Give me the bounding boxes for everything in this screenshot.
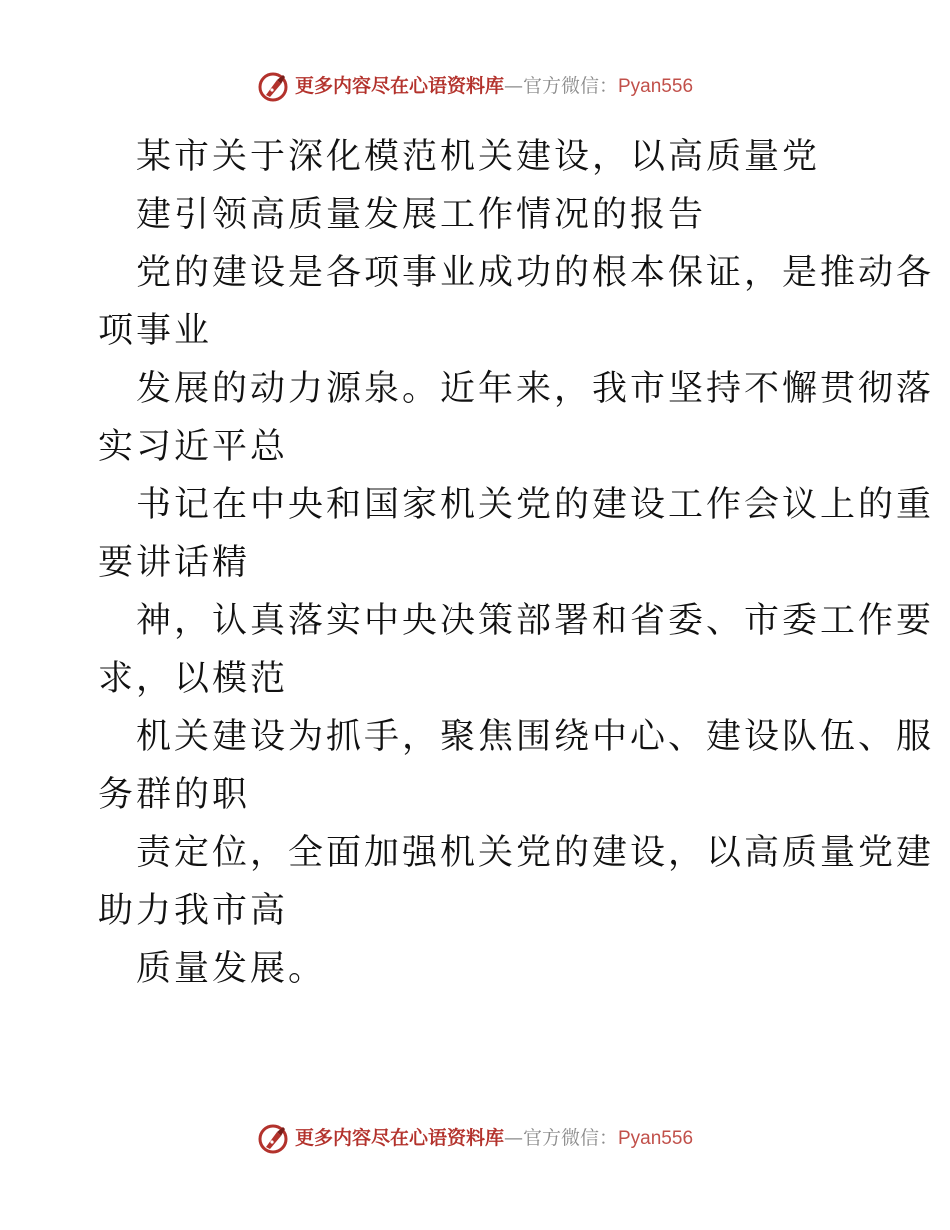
watermark-separator: — — [503, 1127, 523, 1149]
title-line: 建引领高质量发展工作情况的报告 — [136, 195, 707, 235]
watermark-wechat-id: Pyan556 — [618, 1128, 694, 1149]
watermark-separator: — — [503, 75, 523, 97]
pen-nib-seal-icon — [257, 1123, 289, 1155]
paragraph-line: 神，认真落实中央决策部署和省委、市委工作要 — [136, 601, 935, 641]
paragraph-line: 实习近平总 — [98, 427, 289, 467]
watermark-main-text: 更多内容尽在心语资料库 — [294, 75, 504, 97]
title-line: 某市关于深化模范机关建设，以高质量党 — [136, 137, 821, 177]
paragraph-line: 机关建设为抓手，聚焦围绕中心、建设队伍、服 — [136, 717, 935, 757]
pen-nib-seal-icon — [257, 71, 289, 103]
watermark-wechat-label: 官方微信： — [522, 1127, 618, 1149]
paragraph-line: 助力我市高 — [98, 891, 289, 931]
footer-watermark — [0, 1122, 950, 1155]
paragraph-line: 要讲话精 — [98, 543, 251, 583]
paragraph-line: 项事业 — [98, 311, 213, 351]
watermark-wechat-id: Pyan556 — [618, 76, 694, 97]
paragraph-line: 书记在中央和国家机关党的建设工作会议上的重 — [136, 485, 935, 525]
paragraph-line: 发展的动力源泉。近年来，我市坚持不懈贯彻落 — [136, 369, 935, 409]
header-watermark — [0, 70, 950, 103]
paragraph-line: 质量发展。 — [136, 949, 327, 989]
paragraph-line: 责定位，全面加强机关党的建设，以高质量党建 — [136, 833, 935, 873]
paragraph-line: 党的建设是各项事业成功的根本保证，是推动各 — [136, 253, 935, 293]
watermark-wechat-label: 官方微信： — [522, 75, 618, 97]
paragraph-line: 务群的职 — [98, 775, 251, 815]
paragraph-line: 求，以模范 — [98, 659, 289, 699]
watermark-main-text: 更多内容尽在心语资料库 — [294, 1127, 504, 1149]
